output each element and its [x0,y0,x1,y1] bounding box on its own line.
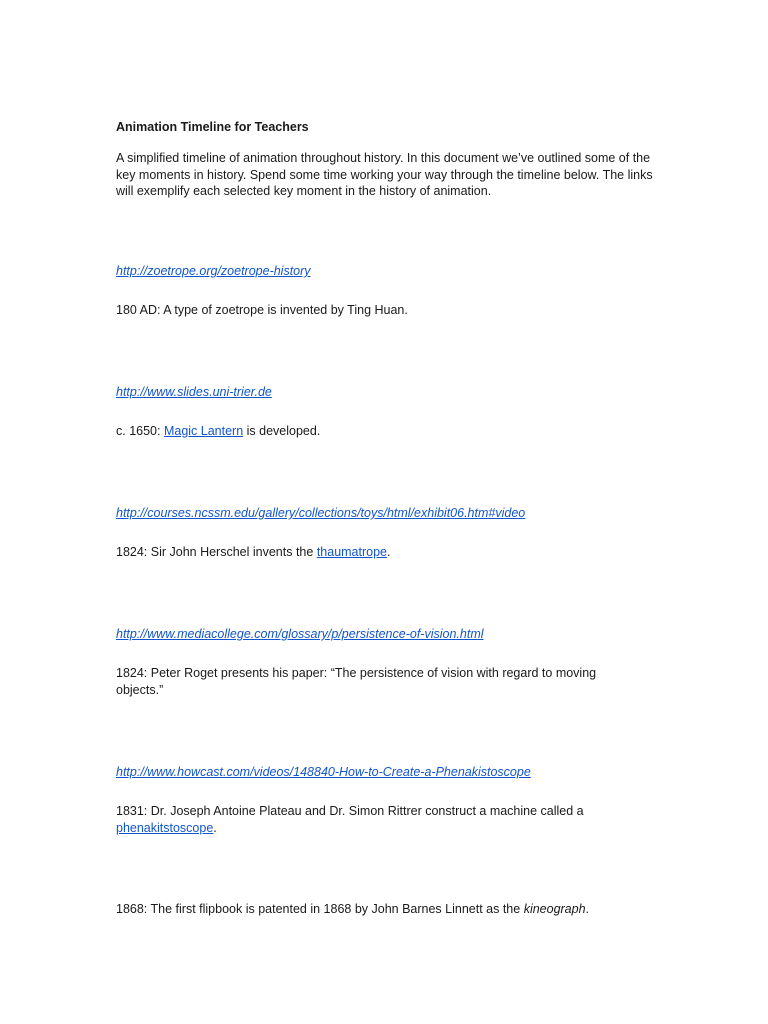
entry-6-text-before: 1868: The first flipbook is patented in 1868 by John Barnes Linnett as the [116,902,524,916]
document-title: Animation Timeline for Teachers [116,120,309,134]
entry-3-text [116,544,656,561]
entry-3-text-before: 1824: Sir John Herschel invents the [116,545,317,559]
entry-4-url-line [116,626,484,642]
entry-2-text [116,423,656,440]
entry-3-text-after: . [387,545,391,559]
entry-2-text-before: c. 1650: [116,424,164,438]
entry-2-url-link[interactable]: http://www.slides.uni-trier.de [116,385,272,399]
entry-5-text-before: 1831: Dr. Joseph Antoine Plateau and Dr. Simon Rittrer construct a machine called a [116,804,584,818]
entry-5-text-after: . [213,821,217,835]
entry-1-text: 180 AD: A type of zoetrope is invented by Ting Huan. [116,303,408,317]
entry-5-text [116,803,616,837]
entry-5-url-line [116,764,531,780]
entry-6-text-after: . [585,902,590,916]
entry-2-url-line [116,384,272,400]
entry-6-text [116,901,656,918]
entry-5-url-link[interactable]: http://www.howcast.com/videos/148840-How-to-Create-a-Phenakistoscope [116,765,531,779]
entry-1-url-line [116,263,311,279]
magic-lantern-link[interactable]: Magic Lantern [163,424,244,438]
entry-2-text-after: is developed. [243,424,321,438]
entry-4-text: 1824: Peter Roget presents his paper: “The persistence of vision with regard to moving objects.” [116,666,597,697]
kineograph-term: kineograph [523,902,586,916]
thaumatrope-link[interactable]: thaumatrope [316,545,387,559]
entry-3-url-line [116,505,525,521]
intro-paragraph: A simplified timeline of animation throughout history. In this document we’ve outlined some of the key moments in history. Spend some time working your way through the timeline below. The links will exemplify each selected key moment in the history of animation. [116,151,653,198]
entry-3-url-link[interactable]: http://courses.ncssm.edu/gallery/collections/toys/html/exhibit06.htm#video [116,506,526,520]
phenakistoscope-link[interactable]: phenakitstoscope [116,821,214,835]
entry-1-url-link[interactable]: http://zoetrope.org/zoetrope-history [116,264,311,278]
entry-4-url-link[interactable]: http://www.mediacollege.com/glossary/p/persistence-of-vision.html [116,627,484,641]
